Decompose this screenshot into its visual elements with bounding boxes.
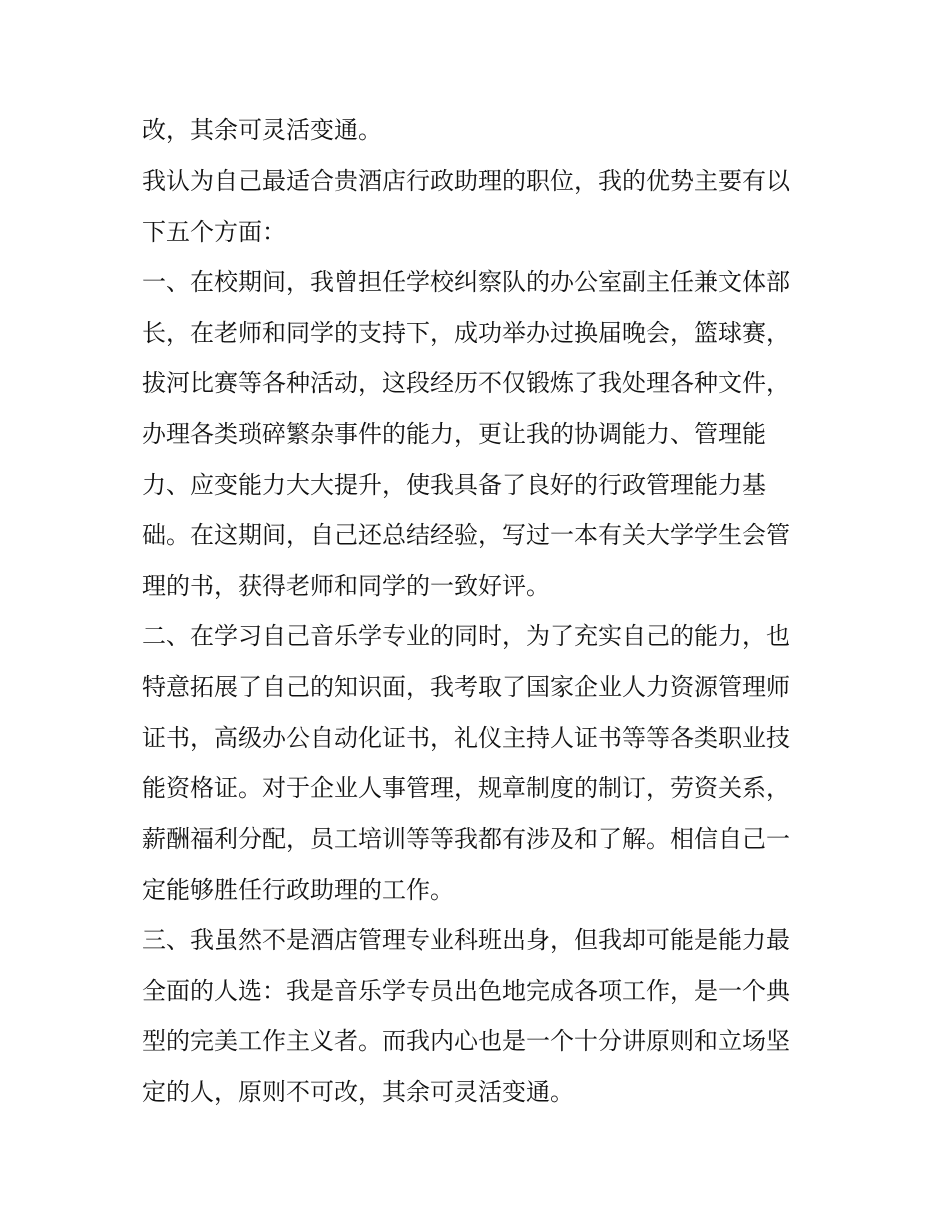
text-line: 力、应变能力大大提升，使我具备了良好的行政管理能力基	[142, 471, 766, 499]
text-line: 定的人，原则不可改，其余可灵活变通。	[142, 1078, 574, 1106]
text-line: 改，其余可灵活变通。	[142, 116, 382, 144]
text-line: 证书，高级办公自动化证书，礼仪主持人证书等等各类职业技	[142, 724, 790, 752]
text-line: 长，在老师和同学的支持下，成功举办过换届晚会，篮球赛，	[142, 319, 790, 347]
text-line: 一、在校期间，我曾担任学校纠察队的办公室副主任兼文体部	[142, 268, 790, 296]
text-line: 薪酬福利分配，员工培训等等我都有涉及和了解。相信自己一	[142, 825, 790, 853]
text-line: 型的完美工作主义者。而我内心也是一个十分讲原则和立场坚	[142, 1027, 790, 1055]
text-line: 全面的人选：我是音乐学专员出色地完成各项工作，是一个典	[142, 977, 790, 1005]
text-line: 特意拓展了自己的知识面，我考取了国家企业人力资源管理师	[142, 673, 790, 701]
text-line: 础。在这期间，自己还总结经验，写过一本有关大学学生会管	[142, 521, 790, 549]
text-line: 定能够胜任行政助理的工作。	[142, 876, 454, 904]
text-line: 能资格证。对于企业人事管理，规章制度的制订，劳资关系，	[142, 774, 790, 802]
text-line: 理的书，获得老师和同学的一致好评。	[142, 572, 550, 600]
text-line: 二、在学习自己音乐学专业的同时，为了充实自己的能力，也	[142, 622, 790, 650]
text-line: 三、我虽然不是酒店管理专业科班出身，但我却可能是能力最	[142, 926, 790, 954]
text-line: 我认为自己最适合贵酒店行政助理的职位，我的优势主要有以	[142, 167, 790, 195]
text-line: 办理各类琐碎繁杂事件的能力，更让我的协调能力、管理能	[142, 420, 766, 448]
text-line: 拔河比赛等各种活动，这段经历不仅锻炼了我处理各种文件，	[142, 369, 790, 397]
text-line: 下五个方面：	[142, 218, 286, 246]
